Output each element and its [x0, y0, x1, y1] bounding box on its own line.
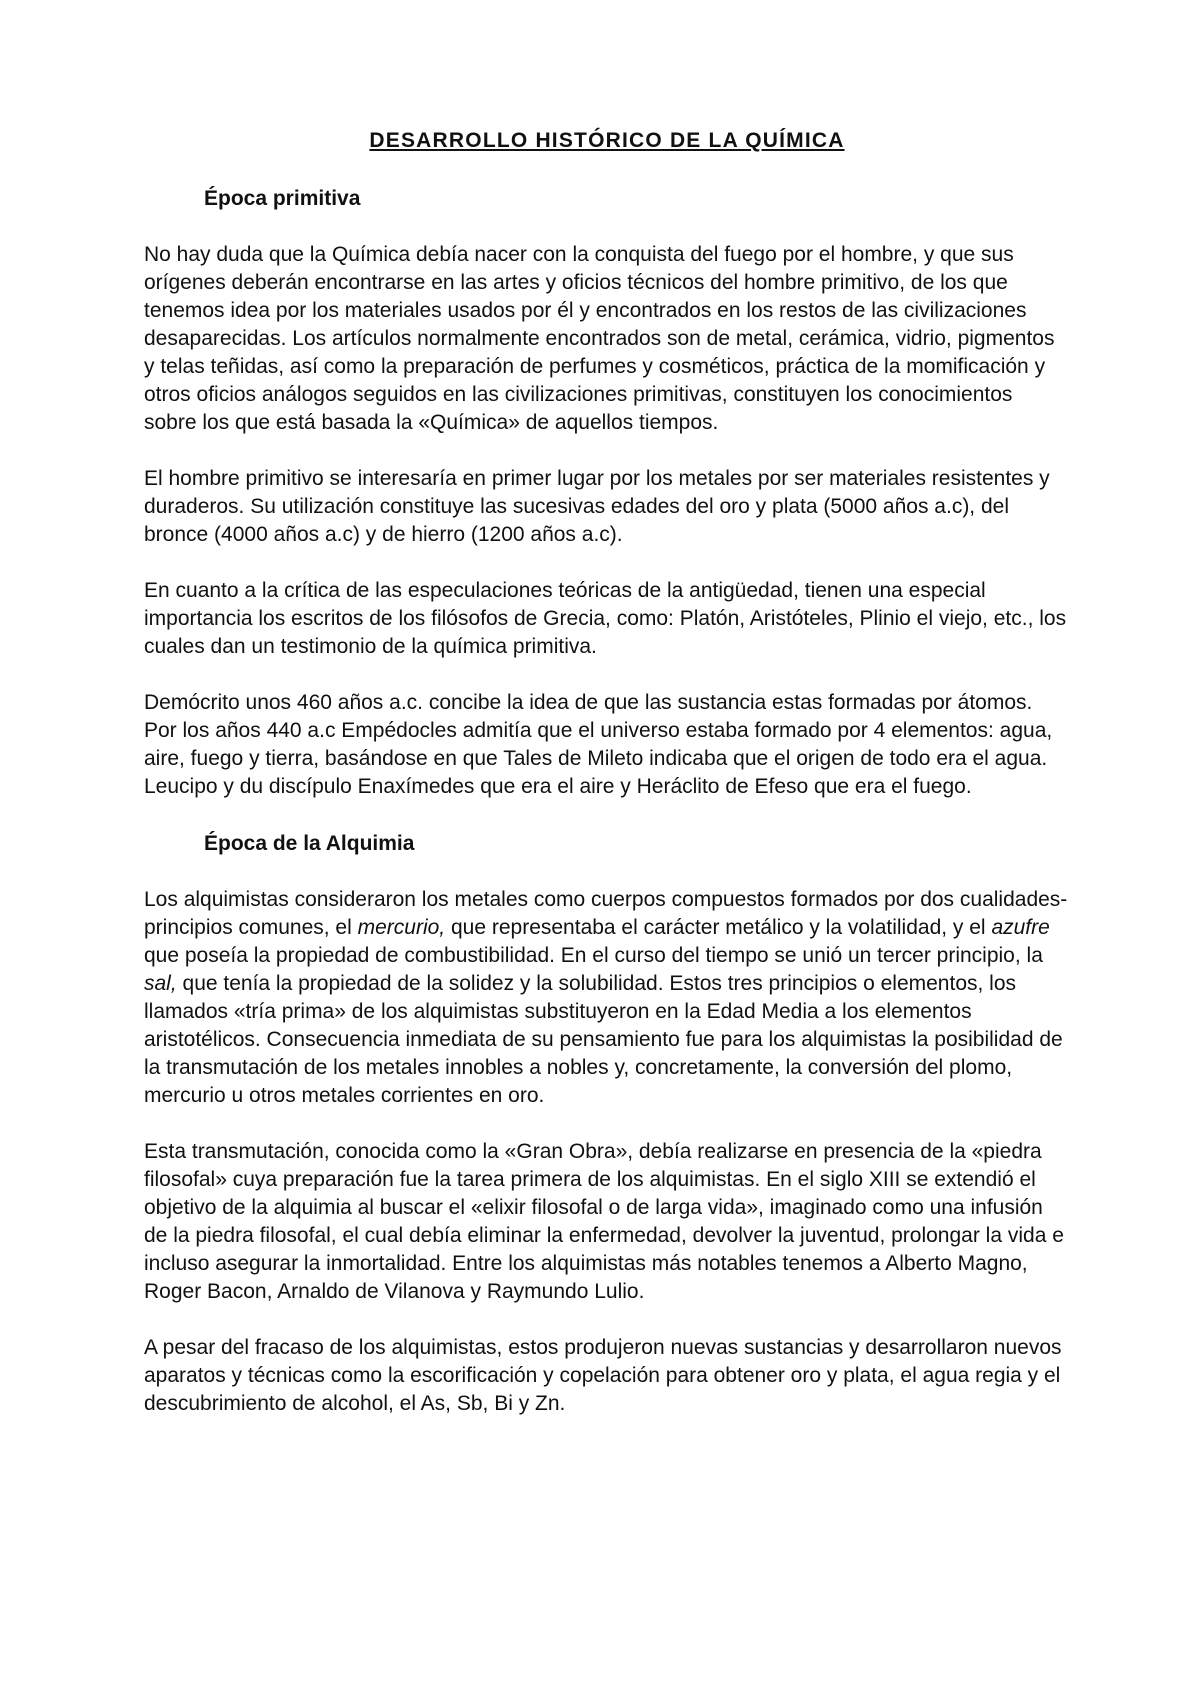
italic-term-mercurio: mercurio, — [357, 916, 446, 939]
document-title: DESARROLLO HISTÓRICO DE LA QUÍMICA — [369, 129, 845, 152]
document-page — [144, 126, 1070, 1446]
text-run: Los alquimistas consideraron los metales como cuerpos compuestos formados por dos cualidades-principios comunes, el — [144, 888, 1068, 939]
italic-term-sal: sal, — [144, 972, 177, 995]
paragraph: Demócrito unos 460 años a.c. concibe la idea de que las sustancia estas formadas por átomos. Por los años 440 a.c Empédocles admitía que el universo estaba formado por 4 elementos: agua, aire, fuego y tierra, basándose en que Tales de Mileto indicaba que el origen de todo era el agua. Leucipo y du discípulo Enaxímedes que era el aire y Heráclito de Efeso que era el fuego. — [144, 691, 1053, 798]
paragraph: No hay duda que la Química debía nacer con la conquista del fuego por el hombre, y que sus orígenes deberán encontrarse en las artes y oficios técnicos del hombre primitivo, de los que tenemos idea por los materiales usados por él y encontrados en los restos de las civilizaciones desaparecidas. Los artículos normalmente encontrados son de metal, cerámica, vidrio, pigmentos y telas teñidas, así como la preparación de perfumes y cosméticos, práctica de la momificación y otros oficios análogos seguidos en las civilizaciones primitivas, constituyen los conocimientos sobre los que está basada la «Química» de aquellos tiempos. — [144, 243, 1055, 434]
section-heading: Época primitiva — [204, 187, 361, 210]
italic-term-azufre: azufre — [991, 916, 1050, 939]
text-run: que representaba el carácter metálico y la volatilidad, y el — [445, 916, 992, 939]
section-heading: Época de la Alquimia — [204, 832, 415, 855]
paragraph — [144, 886, 1070, 1110]
paragraph: A pesar del fracaso de los alquimistas, estos produjeron nuevas sustancias y desarrollaron nuevos aparatos y técnicas como la escorificación y copelación para obtener oro y plata, el agua regia y el descubrimiento de alcohol, el As, Sb, Bi y Zn. — [144, 1336, 1062, 1415]
paragraph: El hombre primitivo se interesaría en primer lugar por los metales por ser materiales resistentes y duraderos. Su utilización constituye las sucesivas edades del oro y plata (5000 años a.c), del bronce (4000 años a.c) y de hierro (1200 años a.c). — [144, 467, 1050, 546]
text-run: que tenía la propiedad de la solidez y la solubilidad. Estos tres principios o elementos, los llamados «tría prima» de los alquimistas substituyeron en la Edad Media a los elementos aristotélicos. Consecuencia inmediata de su pensamiento fue para los alquimistas la posibilidad de la transmutación de los metales innobles a nobles y, concretamente, la conversión del plomo, mercurio u otros metales corrientes en oro. — [144, 972, 1063, 1107]
paragraph: En cuanto a la crítica de las especulaciones teóricas de la antigüedad, tienen una especial importancia los escritos de los filósofos de Grecia, como: Platón, Aristóteles, Plinio el viejo, etc., los cuales dan un testimonio de la química primitiva. — [144, 579, 1067, 658]
paragraph: Esta transmutación, conocida como la «Gran Obra», debía realizarse en presencia de la «piedra filosofal» cuya preparación fue la tarea primera de los alquimistas. En el siglo XIII se extendió el objetivo de la alquimia al buscar el «elixir filosofal o de larga vida», imaginado como una infusión de la piedra filosofal, el cual debía eliminar la enfermedad, devolver la juventud, prolongar la vida e incluso asegurar la inmortalidad. Entre los alquimistas más notables tenemos a Alberto Magno, Roger Bacon, Arnaldo de Vilanova y Raymundo Lulio. — [144, 1140, 1064, 1303]
text-run: que poseía la propiedad de combustibilidad. En el curso del tiempo se unió un tercer principio, la — [144, 944, 1043, 967]
section-epoca-primitiva — [144, 184, 1070, 801]
section-epoca-alquimia — [144, 829, 1070, 1418]
